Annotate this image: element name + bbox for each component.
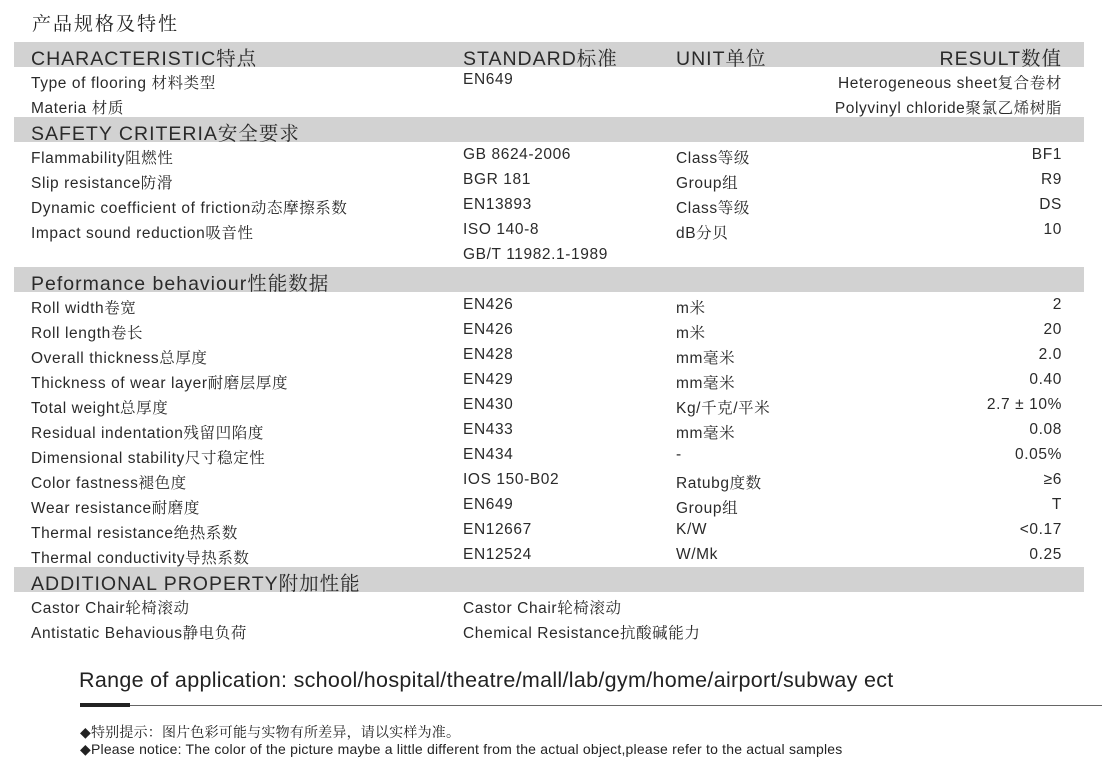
cell-unit: Group组 [676, 175, 739, 192]
cell-unit: Kg/千克/平米 [676, 400, 771, 417]
cell-characteristic: Roll length卷长 [31, 325, 144, 342]
cell-result: <0.17 [1019, 521, 1062, 538]
section-heading-label: ADDITIONAL PROPERTY附加性能 [31, 573, 361, 595]
cell-standard: EN13893 [463, 196, 532, 213]
range-of-application: Range of application: school/hospital/theatre/mall/lab/gym/home/airport/subway ect [79, 668, 894, 692]
table-row [14, 242, 1084, 267]
header-result: RESULT数值 [939, 48, 1062, 70]
table-row [14, 217, 1084, 242]
cell-result: Polyvinyl chloride聚氯乙烯树脂 [834, 100, 1062, 117]
section-heading [14, 267, 1084, 295]
notice-english: ◆Please notice: The color of the picture maybe a little different from the actual object,please refer to the actual samples [80, 741, 843, 757]
cell-standard: EN430 [463, 396, 514, 413]
cell-characteristic: Castor Chair轮椅滚动 [31, 600, 190, 617]
cell-standard: GB/T 11982.1-1989 [463, 246, 608, 263]
cell-standard: EN12667 [463, 521, 532, 538]
table-row [14, 67, 1084, 92]
header-unit: UNIT单位 [676, 48, 767, 70]
cell-characteristic: Antistatic Behavious静电负荷 [31, 625, 247, 642]
cell-standard: EN429 [463, 371, 514, 388]
cell-unit: mm毫米 [676, 350, 736, 367]
cell-standard: EN434 [463, 446, 514, 463]
table-row [14, 492, 1084, 517]
cell-standard: GB 8624-2006 [463, 146, 572, 163]
cell-result: R9 [1040, 171, 1062, 188]
cell-characteristic: Total weight总厚度 [31, 400, 169, 417]
header-characteristic: CHARACTERISTIC特点 [31, 48, 258, 70]
table-row [14, 592, 1084, 617]
table-header [14, 42, 1084, 70]
table-row [14, 192, 1084, 217]
table-row [14, 417, 1084, 442]
cell-result: 2.0 [1038, 346, 1062, 363]
cell-result: 0.40 [1029, 371, 1062, 388]
table-row [14, 542, 1084, 567]
cell-standard: BGR 181 [463, 171, 531, 188]
table-row [14, 92, 1084, 117]
page-title: 产品规格及特性 [32, 14, 180, 35]
table-row [14, 442, 1084, 467]
cell-standard: EN649 [463, 71, 514, 88]
cell-unit: mm毫米 [676, 425, 736, 442]
table-row [14, 367, 1084, 392]
cell-standard: EN426 [463, 321, 514, 338]
divider-accent [80, 703, 130, 707]
cell-unit: dB分贝 [676, 225, 729, 242]
cell-result: ≥6 [1043, 471, 1062, 488]
table-row [14, 342, 1084, 367]
cell-characteristic: Slip resistance防滑 [31, 175, 173, 192]
cell-result: 0.08 [1029, 421, 1062, 438]
table-row [14, 317, 1084, 342]
cell-result: T [1051, 496, 1062, 513]
spec-table [14, 42, 1084, 642]
cell-standard: ISO 140-8 [463, 221, 540, 238]
cell-unit: K/W [676, 521, 708, 538]
cell-result: 20 [1043, 321, 1062, 338]
cell-standard: EN426 [463, 296, 514, 313]
cell-unit: - [676, 446, 682, 463]
cell-result: Heterogeneous sheet复合卷材 [837, 75, 1062, 92]
table-row [14, 142, 1084, 167]
cell-characteristic: Thermal resistance绝热系数 [31, 525, 238, 542]
cell-characteristic: Wear resistance耐磨度 [31, 500, 201, 517]
cell-result: DS [1039, 196, 1062, 213]
table-row [14, 292, 1084, 317]
table-row [14, 167, 1084, 192]
section-heading-label: Peformance behaviour性能数据 [31, 273, 330, 295]
cell-standard: Chemical Resistance抗酸碱能力 [463, 625, 701, 642]
cell-result: BF1 [1031, 146, 1062, 163]
cell-unit: Class等级 [676, 200, 750, 217]
cell-characteristic: Roll width卷宽 [31, 300, 137, 317]
cell-characteristic: Dimensional stability尺寸稳定性 [31, 450, 266, 467]
cell-characteristic: Overall thickness总厚度 [31, 350, 208, 367]
cell-unit: m米 [676, 325, 706, 342]
section-heading-label: SAFETY CRITERIA安全要求 [31, 123, 300, 145]
cell-standard: EN433 [463, 421, 514, 438]
cell-unit: Group组 [676, 500, 739, 517]
cell-standard: Castor Chair轮椅滚动 [463, 600, 622, 617]
table-row [14, 392, 1084, 417]
cell-unit: Ratubg度数 [676, 475, 762, 492]
header-standard: STANDARD标准 [463, 48, 618, 70]
cell-characteristic: Flammability阻燃性 [31, 150, 174, 167]
table-row [14, 517, 1084, 542]
cell-result: 2.7 ± 10% [986, 396, 1062, 413]
table-body [14, 67, 1084, 642]
cell-standard: EN12524 [463, 546, 532, 563]
cell-characteristic: Thermal conductivity导热系数 [31, 550, 250, 567]
cell-unit: Class等级 [676, 150, 750, 167]
table-row [14, 617, 1084, 642]
cell-characteristic: Residual indentation残留凹陷度 [31, 425, 264, 442]
cell-result: 2 [1052, 296, 1062, 313]
cell-standard: IOS 150-B02 [463, 471, 560, 488]
cell-characteristic: Dynamic coefficient of friction动态摩擦系数 [31, 200, 348, 217]
cell-standard: EN649 [463, 496, 514, 513]
cell-result: 0.25 [1029, 546, 1062, 563]
cell-result: 10 [1043, 221, 1062, 238]
cell-characteristic: Impact sound reduction吸音性 [31, 225, 254, 242]
divider-line [130, 705, 1102, 706]
cell-characteristic: Thickness of wear layer耐磨层厚度 [31, 375, 289, 392]
cell-unit: m米 [676, 300, 706, 317]
section-heading [14, 117, 1084, 145]
cell-characteristic: Materia 材质 [31, 100, 124, 117]
cell-result: 0.05% [1015, 446, 1062, 463]
cell-characteristic: Type of flooring 材料类型 [31, 75, 216, 92]
cell-standard: EN428 [463, 346, 514, 363]
table-row [14, 467, 1084, 492]
cell-unit: W/Mk [676, 546, 718, 563]
notice-chinese: ◆特别提示：图片色彩可能与实物有所差异，请以实样为准。 [80, 724, 461, 740]
cell-unit: mm毫米 [676, 375, 736, 392]
cell-characteristic: Color fastness褪色度 [31, 475, 187, 492]
section-heading [14, 567, 1084, 595]
